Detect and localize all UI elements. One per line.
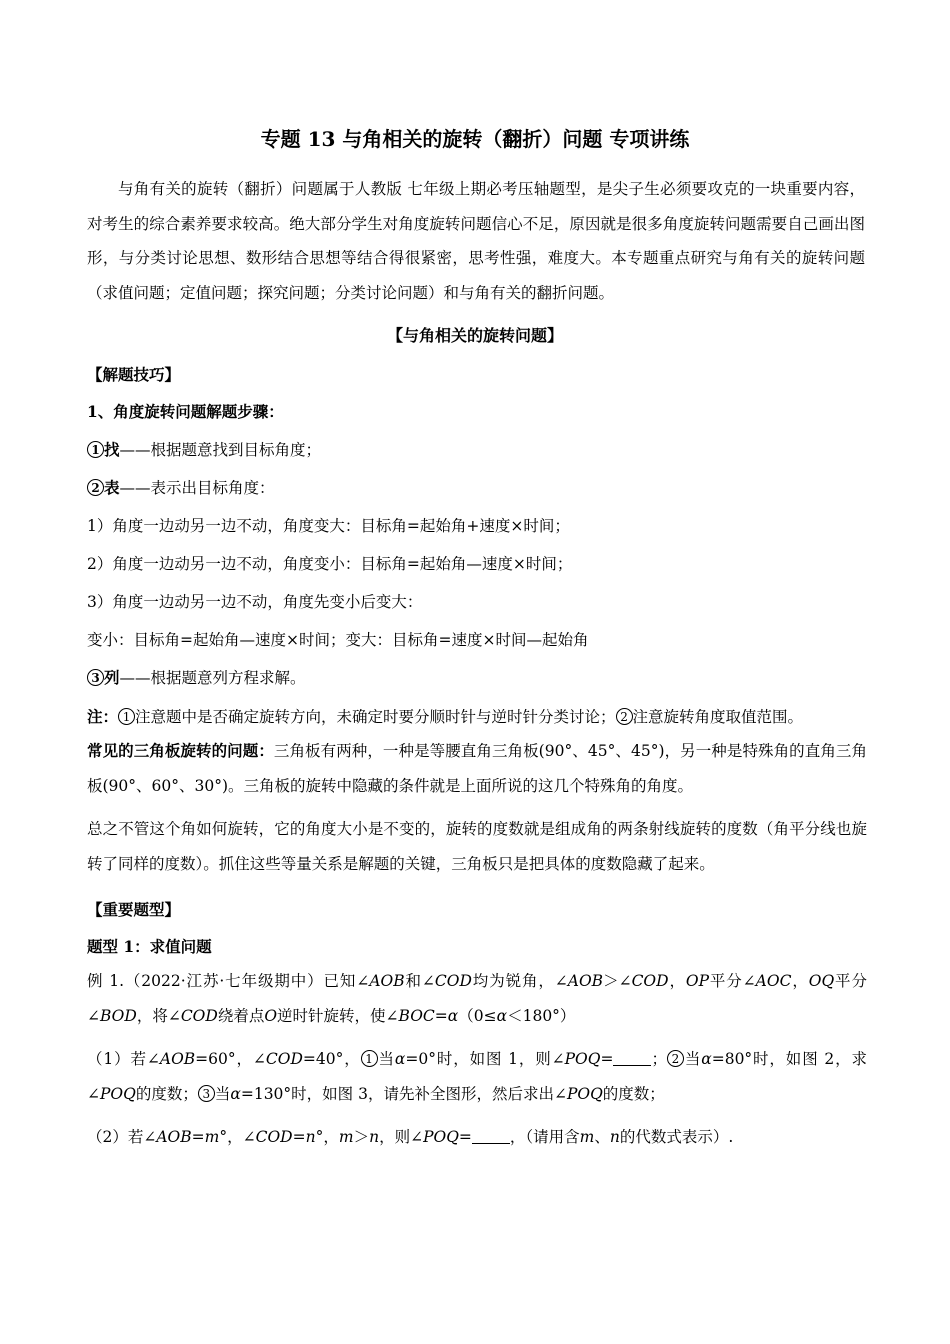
common-label: 常见的三角板旋转的问题： (87, 741, 274, 760)
answer-blank[interactable] (472, 1129, 510, 1144)
circled-number: 1 (118, 708, 135, 725)
circled-number: 2 (87, 479, 104, 496)
page-title: 专题 13 与角相关的旋转（翻折）问题 专项讲练 (260, 127, 690, 151)
step-equation (87, 665, 877, 691)
case-3-detail: 变小：目标角=起始角—速度×时间；变大：目标角=速度×时间—起始角 (87, 631, 589, 649)
circled-number: 2 (667, 1050, 684, 1067)
circled-number: 1 (361, 1050, 378, 1067)
step-text: ——根据题意列方程求解。 (119, 669, 306, 687)
steps-heading: 1、角度旋转问题解题步骤： (87, 402, 284, 421)
step-key: 找 (104, 440, 120, 459)
answer-blank[interactable] (613, 1051, 651, 1066)
summary-paragraph: 总之不管这个角如何旋转，它的角度大小是不变的，旋转的度数就是组成角的两条射线旋转的度数（角平分线也旋转了同样的度数）。抓住这些等量关系是解题的关键，三角板只是把具体的度数隐藏了起来。 (87, 820, 867, 873)
circled-number: 2 (616, 708, 633, 725)
step-find (87, 437, 877, 463)
note-line (87, 704, 877, 730)
note-text: 注意旋转角度取值范围。 (632, 708, 804, 726)
circled-number: 3 (198, 1085, 215, 1102)
case-2: 2）角度一边动另一边不动，角度变小：目标角=起始角—速度×时间； (87, 555, 573, 573)
case-3: 3）角度一边动另一边不动，角度先变小后变大： (87, 593, 423, 611)
case-1: 1）角度一边动另一边不动，角度变大：目标角=起始角+速度×时间； (87, 517, 570, 535)
step-text: ——根据题意找到目标角度； (119, 441, 322, 459)
common-text: 三角板有两种，一种是等腰直角三角板(90°、45°、45°)，另一种是特殊角的直角三角板(90°、60°、30°)。三角板的旋转中隐藏的条件就是上面所说的这几个特殊角的角度。 (87, 742, 867, 795)
step-key: 列 (104, 668, 120, 687)
types-heading: 【重要题型】 (87, 900, 181, 919)
step-express (87, 475, 877, 501)
example-1: 例 1.（2022·江苏·七年级期中）已知∠AOB和∠COD均为锐角，∠AOB＞∠COD，OP平分∠AOC，OQ平分∠BOD，将∠COD绕着点O逆时针旋转，使∠BOC=α（0≤α＜180°） (87, 972, 867, 1025)
step-key: 表 (104, 478, 120, 497)
step-text: ——表示出目标角度： (119, 479, 275, 497)
tips-heading: 【解题技巧】 (87, 365, 181, 384)
circled-number: 3 (87, 669, 104, 686)
section-title: 【与角相关的旋转问题】 (386, 326, 563, 345)
type1-heading: 题型 1：求值问题 (87, 937, 212, 956)
question-2: （2）若∠AOB=m°，∠COD=n°，m＞n，则∠POQ= ，（请用含m、n的代数式表示）. (87, 1128, 734, 1146)
common-triangle-paragraph (87, 733, 867, 804)
circled-number: 1 (87, 441, 104, 458)
note-label: 注： (87, 707, 119, 726)
intro-paragraph: 与角有关的旋转（翻折）问题属于人教版 七年级上期必考压轴题型，是尖子生必须要攻克的一块重要内容，对考生的综合素养要求较高。绝大部分学生对角度旋转问题信心不足，原因就是很多角度旋转问题需要自己画出图形，与分类讨论思想、数形结合思想等结合得很紧密，思考性强，难度大。本专题重点研究与角有关的旋转问题（求值问题；定值问题；探究问题；分类讨论问题）和与角有关的翻折问题。 (87, 180, 865, 302)
note-text: 注意题中是否确定旋转方向，未确定时要分顺时针与逆时针分类讨论； (135, 708, 616, 726)
question-1: （1）若∠AOB=60°，∠COD=40°， 1 当α=0°时，如图 1，则∠POQ= ； 2 当α=80°时，如图 2，求∠POQ的度数； 3 当α=130°时，如图 3，请先补全图形，然后求出∠POQ的度数； (87, 1050, 867, 1103)
